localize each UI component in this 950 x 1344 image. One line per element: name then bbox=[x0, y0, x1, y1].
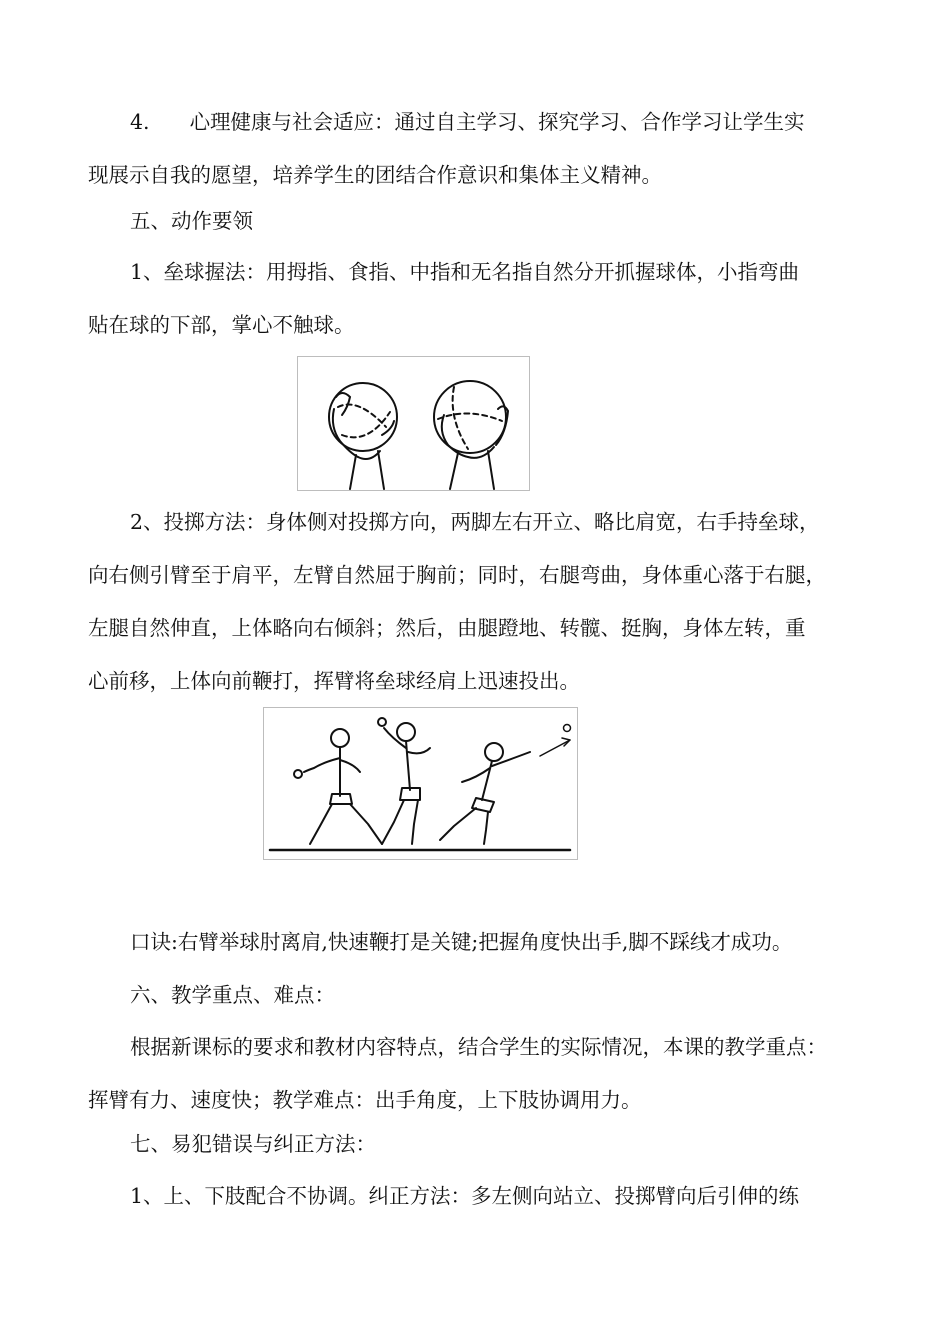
paragraph-text: 左腿自然伸直，上体略向右倾斜；然后，由腿蹬地、转髋、挺胸，身体左转，重 bbox=[88, 616, 806, 640]
paragraph-text: 心理健康与社会适应：通过自主学习、探究学习、合作学习让学生实 bbox=[189, 110, 805, 134]
paragraph-text: 2、投掷方法：身体侧对投掷方向，两脚左右开立、略比肩宽，右手持垒球， bbox=[130, 510, 820, 534]
figure-throw-sequence bbox=[263, 707, 578, 860]
paragraph-text: 向右侧引臂至于肩平，左臂自然屈于胸前；同时，右腿弯曲，身体重心落于右腿， bbox=[88, 563, 826, 587]
section-heading-7: 七、易犯错误与纠正方法： bbox=[130, 1132, 376, 1156]
rhyme-text: 口诀:右臂举球肘离肩,快速鞭打是关键;把握角度快出手,脚不踩线才成功。 bbox=[130, 930, 793, 954]
paragraph-text: 1、上、下肢配合不协调。纠正方法：多左侧向站立、投掷臂向后引伸的练 bbox=[130, 1184, 800, 1208]
section-heading-6: 六、教学重点、难点： bbox=[130, 983, 335, 1007]
paragraph-grip bbox=[88, 246, 872, 352]
paragraph-errors bbox=[88, 1170, 872, 1223]
figure-grip-illustration bbox=[297, 356, 530, 491]
grip-drawing bbox=[298, 357, 529, 490]
paragraph-text: 挥臂有力、速度快；教学难点：出手角度，上下肢协调用力。 bbox=[88, 1088, 642, 1112]
paragraph-throw-method bbox=[88, 496, 872, 708]
paragraph-text: 1、垒球握法：用拇指、食指、中指和无名指自然分开抓握球体，小指弯曲 bbox=[130, 260, 800, 284]
list-number: 4. bbox=[130, 110, 150, 134]
paragraph-psychological-health bbox=[88, 96, 872, 202]
paragraph-text: 贴在球的下部，掌心不触球。 bbox=[88, 313, 355, 337]
paragraph-rhyme bbox=[88, 916, 872, 969]
paragraph-text: 心前移，上体向前鞭打，挥臂将垒球经肩上迅速投出。 bbox=[88, 669, 580, 693]
paragraph-text: 现展示自我的愿望，培养学生的团结合作意识和集体主义精神。 bbox=[88, 163, 662, 187]
paragraph-key-points bbox=[88, 1021, 872, 1127]
throw-drawing bbox=[264, 708, 577, 859]
paragraph-text: 根据新课标的要求和教材内容特点，结合学生的实际情况，本课的教学重点： bbox=[130, 1035, 827, 1059]
section-heading-5: 五、动作要领 bbox=[130, 209, 253, 233]
